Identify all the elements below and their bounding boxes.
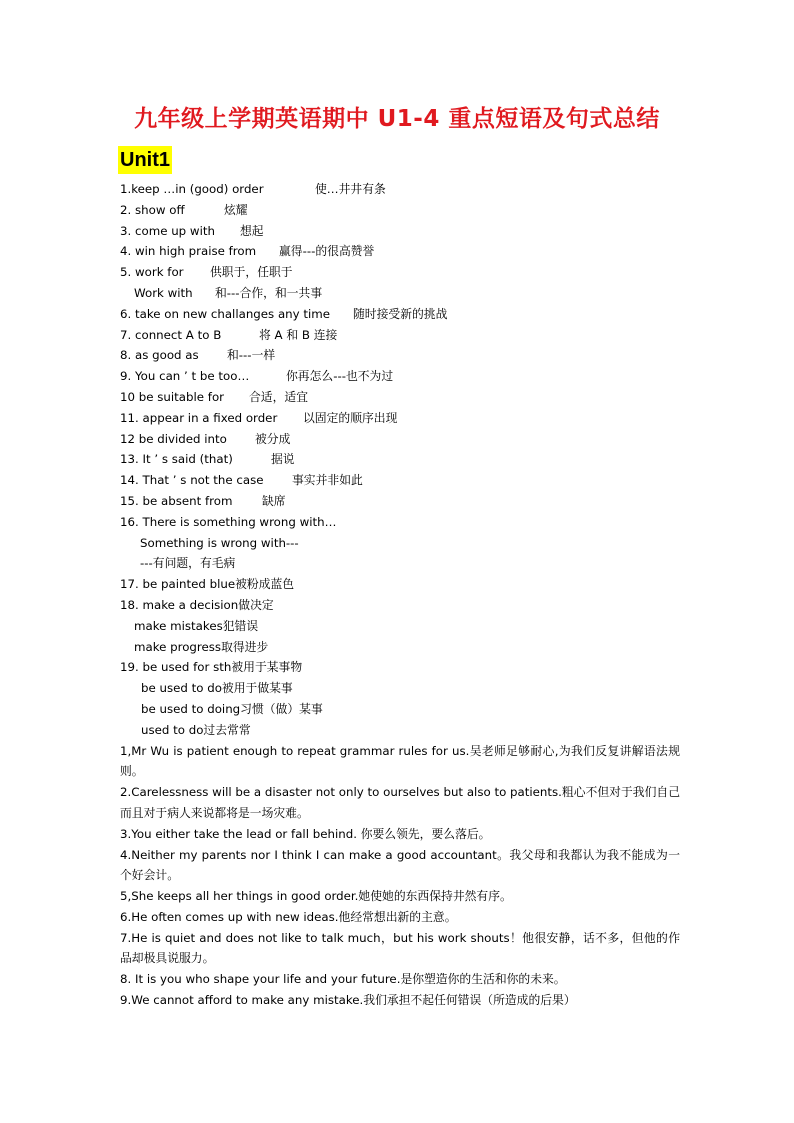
phrase-chinese: 以固定的顺序出现 (303, 410, 398, 425)
phrase-english: 18. make a decision (120, 597, 239, 612)
phrase-item (120, 449, 680, 470)
phrase-item (120, 200, 680, 221)
sentence-item: 5,She keeps all her things in good order.她使她的东西保持井然有序。 (120, 889, 512, 904)
page-title: 九年级上学期英语期中 U1-4 重点短语及句式总结 (134, 106, 660, 132)
phrase-english: 10 be suitable for (120, 389, 225, 404)
phrase-chinese: 做决定 (238, 597, 274, 612)
phrase-chinese: 习惯（做）某事 (240, 701, 323, 716)
sentence-item: 1,Mr Wu is patient enough to repeat grammar rules for us.吴老师足够耐心,为我们反复讲解语法规则。 (120, 743, 680, 779)
phrase-chinese: 犯错误 (222, 618, 259, 633)
phrase-english: 16. There is something wrong with… (120, 514, 337, 529)
phrase-chinese: 被粉成蓝色 (235, 577, 295, 592)
phrase-english: 15. be absent from (120, 493, 233, 508)
phrase-chinese: 和---一样 (227, 348, 276, 363)
phrase-item (120, 241, 680, 262)
phrase-english: 11. appear in a fixed order (120, 410, 278, 425)
phrase-chinese: 使…井井有条 (315, 182, 386, 196)
phrase-english: be used to do (141, 681, 222, 696)
content-body (120, 179, 680, 1011)
phrase-english: ---有问题，有毛病 (140, 556, 236, 571)
phrase-item (120, 325, 680, 346)
phrase-item (120, 616, 680, 637)
phrase-chinese: 被分成 (255, 431, 291, 446)
phrase-chinese: 你再怎么---也不为过 (286, 369, 394, 384)
phrase-chinese: 将 A 和 B 连接 (259, 327, 338, 342)
phrase-item (120, 595, 680, 616)
phrase-item (120, 657, 680, 678)
phrase-item (120, 283, 680, 304)
phrase-english: 8. as good as (120, 348, 199, 363)
phrase-english: Work with (134, 285, 193, 300)
phrase-chinese: 被用于做某事 (221, 681, 293, 696)
phrase-chinese: 合适，适宜 (249, 389, 308, 404)
sentence-item: 8. It is you who shape your life and your future.是你塑造你的生活和你的未来。 (120, 972, 566, 987)
sentence-item: 4.Neither my parents nor I think I can make a good accountant。我父母和我都认为我不能成为一个好会计。 (120, 847, 680, 883)
phrase-item (120, 408, 680, 429)
phrase-english: used to do (141, 722, 204, 737)
phrase-item (120, 574, 680, 595)
phrase-english: make progress (134, 639, 222, 654)
phrase-english: 7. connect A to B (120, 327, 222, 342)
phrase-english: 1.keep …in (good) order (120, 182, 264, 196)
phrase-english: 3. come up with (120, 223, 215, 238)
phrase-item (120, 533, 680, 554)
phrase-item (120, 387, 680, 408)
phrase-chinese: 事实并非如此 (292, 473, 363, 488)
phrase-chinese: 被用于某事物 (231, 660, 303, 675)
sentence-item: 3.You either take the lead or fall behind. 你要么领先，要么落后。 (120, 826, 491, 841)
phrase-chinese: 缺席 (262, 493, 286, 508)
phrase-item (120, 221, 680, 242)
phrase-english: 13. It ’ s said (that) (120, 452, 233, 467)
phrase-item (120, 678, 680, 699)
phrase-item (120, 512, 680, 533)
phrase-english: 9. You can ’ t be too… (120, 369, 250, 384)
sentence-item: 9.We cannot afford to make any mistake.我们承担不起任何错误（所造成的后果） (120, 993, 576, 1008)
phrase-list (120, 179, 680, 741)
phrase-english: 2. show off (120, 202, 185, 217)
phrase-item (120, 699, 680, 720)
phrase-english: Something is wrong with--- (140, 535, 299, 550)
phrase-item (120, 179, 680, 200)
phrase-english: be used to doing (141, 701, 241, 716)
phrase-item (120, 429, 680, 450)
phrase-item (120, 366, 680, 387)
sentence-item: 2.Carelessness will be a disaster not only to ourselves but also to patients.粗心不但对于我们自己而且对于病人来说都将是一场灾难。 (120, 785, 680, 820)
phrase-item (120, 553, 680, 574)
phrase-english: 14. That ’ s not the case (120, 473, 264, 488)
phrase-chinese: 随时接受新的挑战 (353, 306, 448, 321)
phrase-item (120, 262, 680, 283)
phrase-chinese: 供职于，任职于 (210, 265, 293, 280)
phrase-english: 4. win high praise from (120, 244, 257, 259)
phrase-item (120, 304, 680, 325)
phrase-english: 6. take on new challanges any time (120, 306, 331, 321)
phrase-english: 17. be painted blue (120, 577, 236, 592)
unit-heading: Unit1 (118, 146, 172, 174)
phrase-chinese: 过去常常 (203, 722, 251, 737)
phrase-item (120, 470, 680, 491)
sentence-item: 7.He is quiet and does not like to talk much，but his work shouts！他很安静，话不多，但他的作品却极具说服力。 (120, 930, 680, 966)
phrase-chinese: 想起 (240, 223, 264, 238)
phrase-english: make mistakes (134, 618, 223, 633)
phrase-chinese: 和---合作，和一共事 (215, 285, 323, 300)
phrase-item (120, 720, 680, 741)
phrase-chinese: 赢得---的很高赞誉 (279, 244, 375, 259)
phrase-item (120, 637, 680, 658)
phrase-english: 12 be divided into (120, 431, 227, 446)
phrase-chinese: 取得进步 (221, 639, 269, 654)
phrase-chinese: 炫耀 (224, 202, 248, 217)
phrase-chinese: 据说 (271, 452, 295, 467)
phrase-item (120, 345, 680, 366)
sentence-list (120, 741, 680, 1011)
phrase-english: 19. be used for sth (120, 660, 232, 675)
phrase-item (120, 491, 680, 512)
sentence-item: 6.He often comes up with new ideas.他经常想出新的主意。 (120, 909, 457, 924)
phrase-english: 5. work for (120, 265, 184, 280)
